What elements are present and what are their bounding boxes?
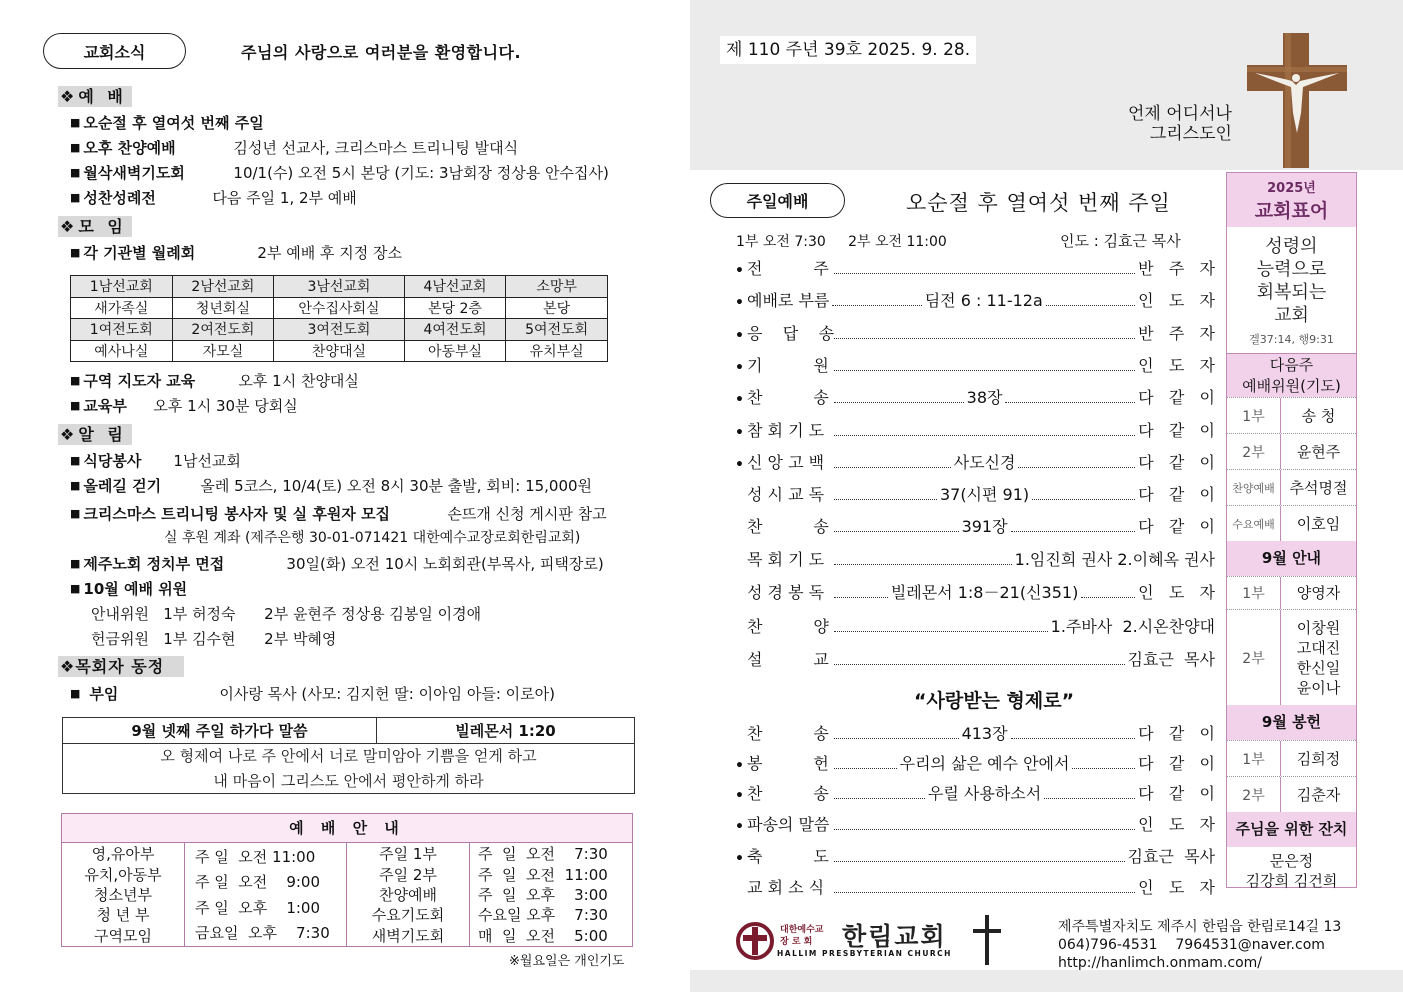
notice-item: ■ 제주노회 정치부 면접 30일(화) 오전 10시 노회회관(부목사, 피택장로) bbox=[70, 555, 604, 573]
notice-item: ■ 식당봉사 1남선교회 bbox=[70, 452, 241, 470]
worship-guide-col: 주일 1부 주일 2부 찬양예배 수요기도회 새벽기도회 bbox=[347, 843, 470, 947]
worship-guide-title: 예 배 안 내 bbox=[62, 814, 632, 843]
meeting-item: ■ 각 기관별 월례회 2부 예배 후 지정 장소 bbox=[70, 244, 402, 262]
pastor-item: ■ 부임 이사랑 목사 (사모: 김지헌 딸: 이아임 아들: 이로아) bbox=[70, 685, 555, 703]
order-row: 목 회 기 도 1.임진희 권사 2.이혜옥 권사 bbox=[747, 550, 1215, 569]
motto-header: 2025년 교회표어 bbox=[1227, 173, 1356, 227]
sidebar-row: 2부 이창원 고대진 한신일 윤이나 bbox=[1227, 609, 1356, 705]
sidebar-row: 1부 송 청 bbox=[1227, 397, 1356, 433]
meeting-item: ■ 구역 지도자 교육 오후 1시 찬양대실 bbox=[70, 372, 359, 390]
worship-guide-col: 주 일 오전 7:30 주 일 오전 11:00 주 일 오후 3:00 수요일 오후 7:30 매 일 오전 5:00 bbox=[478, 845, 608, 945]
sidebar-row: 2부 김춘자 bbox=[1227, 776, 1356, 812]
right-page bbox=[690, 0, 1403, 992]
october-committee-line: 안내위원 1부 허정숙 2부 윤현주 정상용 김봉일 이경애 bbox=[91, 605, 482, 623]
sidebar bbox=[1226, 172, 1357, 888]
church-logo: 대한예수교 장 로 회 한림교회 HALLIM PRESBYTERIAN CHURCH bbox=[735, 915, 1015, 967]
order-row: • 예배로 부름 딤전 6 : 11-12a 인 도 자 bbox=[735, 291, 1215, 311]
order-row: • 신 앙 고 백 사도신경 다 같 이 bbox=[735, 453, 1215, 473]
group-meeting-table: 1남선교회 2남선교회 3남선교회 4남선교회 소망부 새가족실 청년회실 안수집사회실 본당 2층 본당 1여전도회 2여전도회 3여전도회 4여전도회 5여전도회 예사나실 자모실 찬양대실 아동부실 유치부실 bbox=[70, 275, 608, 362]
sermon-title: “사랑받는 형제로” bbox=[914, 690, 1075, 712]
cross-image bbox=[1247, 33, 1347, 168]
worship-item: ■ 성찬성례전 다음 주일 1, 2부 예배 bbox=[70, 189, 357, 207]
order-row: 찬 송 413장 다 같 이 bbox=[747, 724, 1216, 743]
order-row: • 응 답 송 반 주 자 bbox=[735, 324, 1215, 344]
church-name: 한림교회 bbox=[842, 922, 947, 951]
notice-item: ■ 올레길 걷기 올레 5코스, 10/4(토) 오전 8시 30분 출발, 회비: 15,000원 bbox=[70, 477, 593, 495]
notice-subline: 실 후원 계좌 (제주은행 30-01-071421 대한예수교장로회한림교회) bbox=[164, 530, 581, 546]
sidebar-row: 수요예배 이호임 bbox=[1227, 505, 1356, 541]
sunday-worship-label: 주일예배 bbox=[710, 183, 845, 218]
section-notice-heading: ❖알 림 bbox=[58, 424, 132, 445]
cross-icon bbox=[971, 915, 1003, 965]
worship-guide-col: 영,유아부 유치,아동부 청소년부 청 년 부 구역모임 bbox=[62, 843, 185, 947]
notice-item: ■ 10월 예배 위원 bbox=[70, 580, 188, 598]
order-row: • 기 원 인 도 자 bbox=[735, 356, 1215, 376]
worship-item: ■ 오순절 후 열여섯 번째 주일 bbox=[70, 114, 264, 132]
order-row: 성 시 교 독 37(시편 91) 다 같 이 bbox=[747, 485, 1215, 504]
sunday-title: 오순절 후 열여섯 번째 주일 bbox=[906, 191, 1171, 215]
september-offering-header: 9월 봉헌 bbox=[1227, 705, 1356, 740]
section-worship-heading: ❖예 배 bbox=[58, 86, 132, 107]
verse-line: 내 마음이 그리스도 안에서 평안하게 하라 bbox=[213, 772, 484, 790]
sidebar-row: 1부 김희정 bbox=[1227, 740, 1356, 776]
order-row: 설 교 김효근 목사 bbox=[747, 650, 1215, 669]
sidebar-row: 찬양예배 추석명절 bbox=[1227, 469, 1356, 505]
order-row: • 축 도 김효근 목사 bbox=[735, 847, 1215, 867]
feast-names: 문은정 김강희 김건희 bbox=[1245, 852, 1338, 890]
feast-header: 주님을 위한 잔치 bbox=[1227, 812, 1356, 847]
meeting-item: ■ 교육부 오후 1시 30분 당회실 bbox=[70, 397, 298, 415]
slogan: 언제 어디서나 그리스도인 bbox=[1128, 104, 1232, 144]
issue-number: 제 110 주년 39호 2025. 9. 28. bbox=[720, 36, 976, 64]
order-row: 찬 양 1.주바사 2.시온찬양대 bbox=[747, 617, 1215, 636]
church-name-en: HALLIM PRESBYTERIAN CHURCH bbox=[777, 949, 952, 958]
verse-reference: 빌레몬서 1:20 bbox=[455, 722, 556, 740]
worship-guide-note: ※월요일은 개인기도 bbox=[509, 954, 625, 969]
service-times: 1부 오전 7:30 2부 오전 11:00 bbox=[736, 234, 947, 250]
church-motto: 성령의 능력으로 회복되는 교회 bbox=[1256, 236, 1327, 326]
worship-guide-box bbox=[61, 813, 633, 947]
order-row: 성 경 봉 독 빌레몬서 1:8－21(신351) 인 도 자 bbox=[747, 583, 1216, 602]
order-row: • 찬 송 38장 다 같 이 bbox=[735, 388, 1215, 408]
order-row: • 참 회 기 도 다 같 이 bbox=[735, 421, 1215, 441]
september-guide-header: 9월 안내 bbox=[1227, 541, 1356, 576]
welcome-text: 주님의 사랑으로 여러분을 환영합니다. bbox=[241, 43, 522, 62]
left-page bbox=[0, 0, 690, 992]
notice-item: ■ 크리스마스 트리니팅 봉사자 및 실 후원자 모집 손뜨개 신청 게시판 참고 bbox=[70, 505, 607, 523]
order-row: • 전 주 반 주 자 bbox=[735, 259, 1215, 279]
section-meeting-heading: ❖모 임 bbox=[58, 216, 132, 237]
sidebar-row: 1부 양영자 bbox=[1227, 576, 1356, 609]
next-week-header: 다음주 예배위원(기도) bbox=[1227, 353, 1356, 397]
order-row: 교 회 소 식 인 도 자 bbox=[747, 878, 1215, 897]
church-news-label: 교회소식 bbox=[43, 33, 186, 69]
church-emblem-icon bbox=[735, 921, 775, 961]
footer-band bbox=[690, 970, 1403, 992]
sidebar-row: 2부 윤현주 bbox=[1227, 433, 1356, 469]
motto-reference: 겔37:14, 행9:31 bbox=[1249, 333, 1334, 346]
church-contact: 제주특별자치도 제주시 한림읍 한림로14길 13 064)796-4531 7964531@naver.com http://hanlimch.onmam.com/ bbox=[1058, 919, 1342, 971]
order-row: • 찬 송 우릴 사용하소서 다 같 이 bbox=[735, 784, 1216, 804]
worship-guide-col: 주 일 오전 11:00 주 일 오전 9:00 주 일 오후 1:00 금요일 오후 7:30 bbox=[185, 843, 347, 947]
weekly-verse-box bbox=[62, 717, 635, 794]
worship-item: ■ 월삭새벽기도회 10/1(수) 오전 5시 본당 (기도: 3남회장 정상용 안수집사) bbox=[70, 164, 609, 182]
worship-leader: 인도 : 김효근 목사 bbox=[1060, 232, 1181, 250]
verse-heading: 9월 넷째 주일 하가다 말씀 bbox=[63, 718, 377, 743]
order-row: • 봉 헌 우리의 삶은 예수 안에서 다 같 이 bbox=[735, 754, 1215, 774]
church-website-link[interactable]: http://hanlimch.onmam.com/ bbox=[1058, 955, 1263, 971]
worship-item: ■ 오후 찬양예배 김성년 선교사, 크리스마스 트리니팅 발대식 bbox=[70, 139, 519, 157]
order-row: 찬 송 391장 다 같 이 bbox=[747, 517, 1216, 536]
verse-line: 오 형제여 나로 주 안에서 너로 말미암아 기쁨을 얻게 하고 bbox=[160, 747, 537, 765]
order-row: • 파송의 말씀 인 도 자 bbox=[735, 815, 1215, 835]
section-pastor-heading: ❖목회자 동정 bbox=[58, 656, 184, 677]
october-committee-line: 헌금위원 1부 김수현 2부 박혜영 bbox=[91, 630, 337, 648]
